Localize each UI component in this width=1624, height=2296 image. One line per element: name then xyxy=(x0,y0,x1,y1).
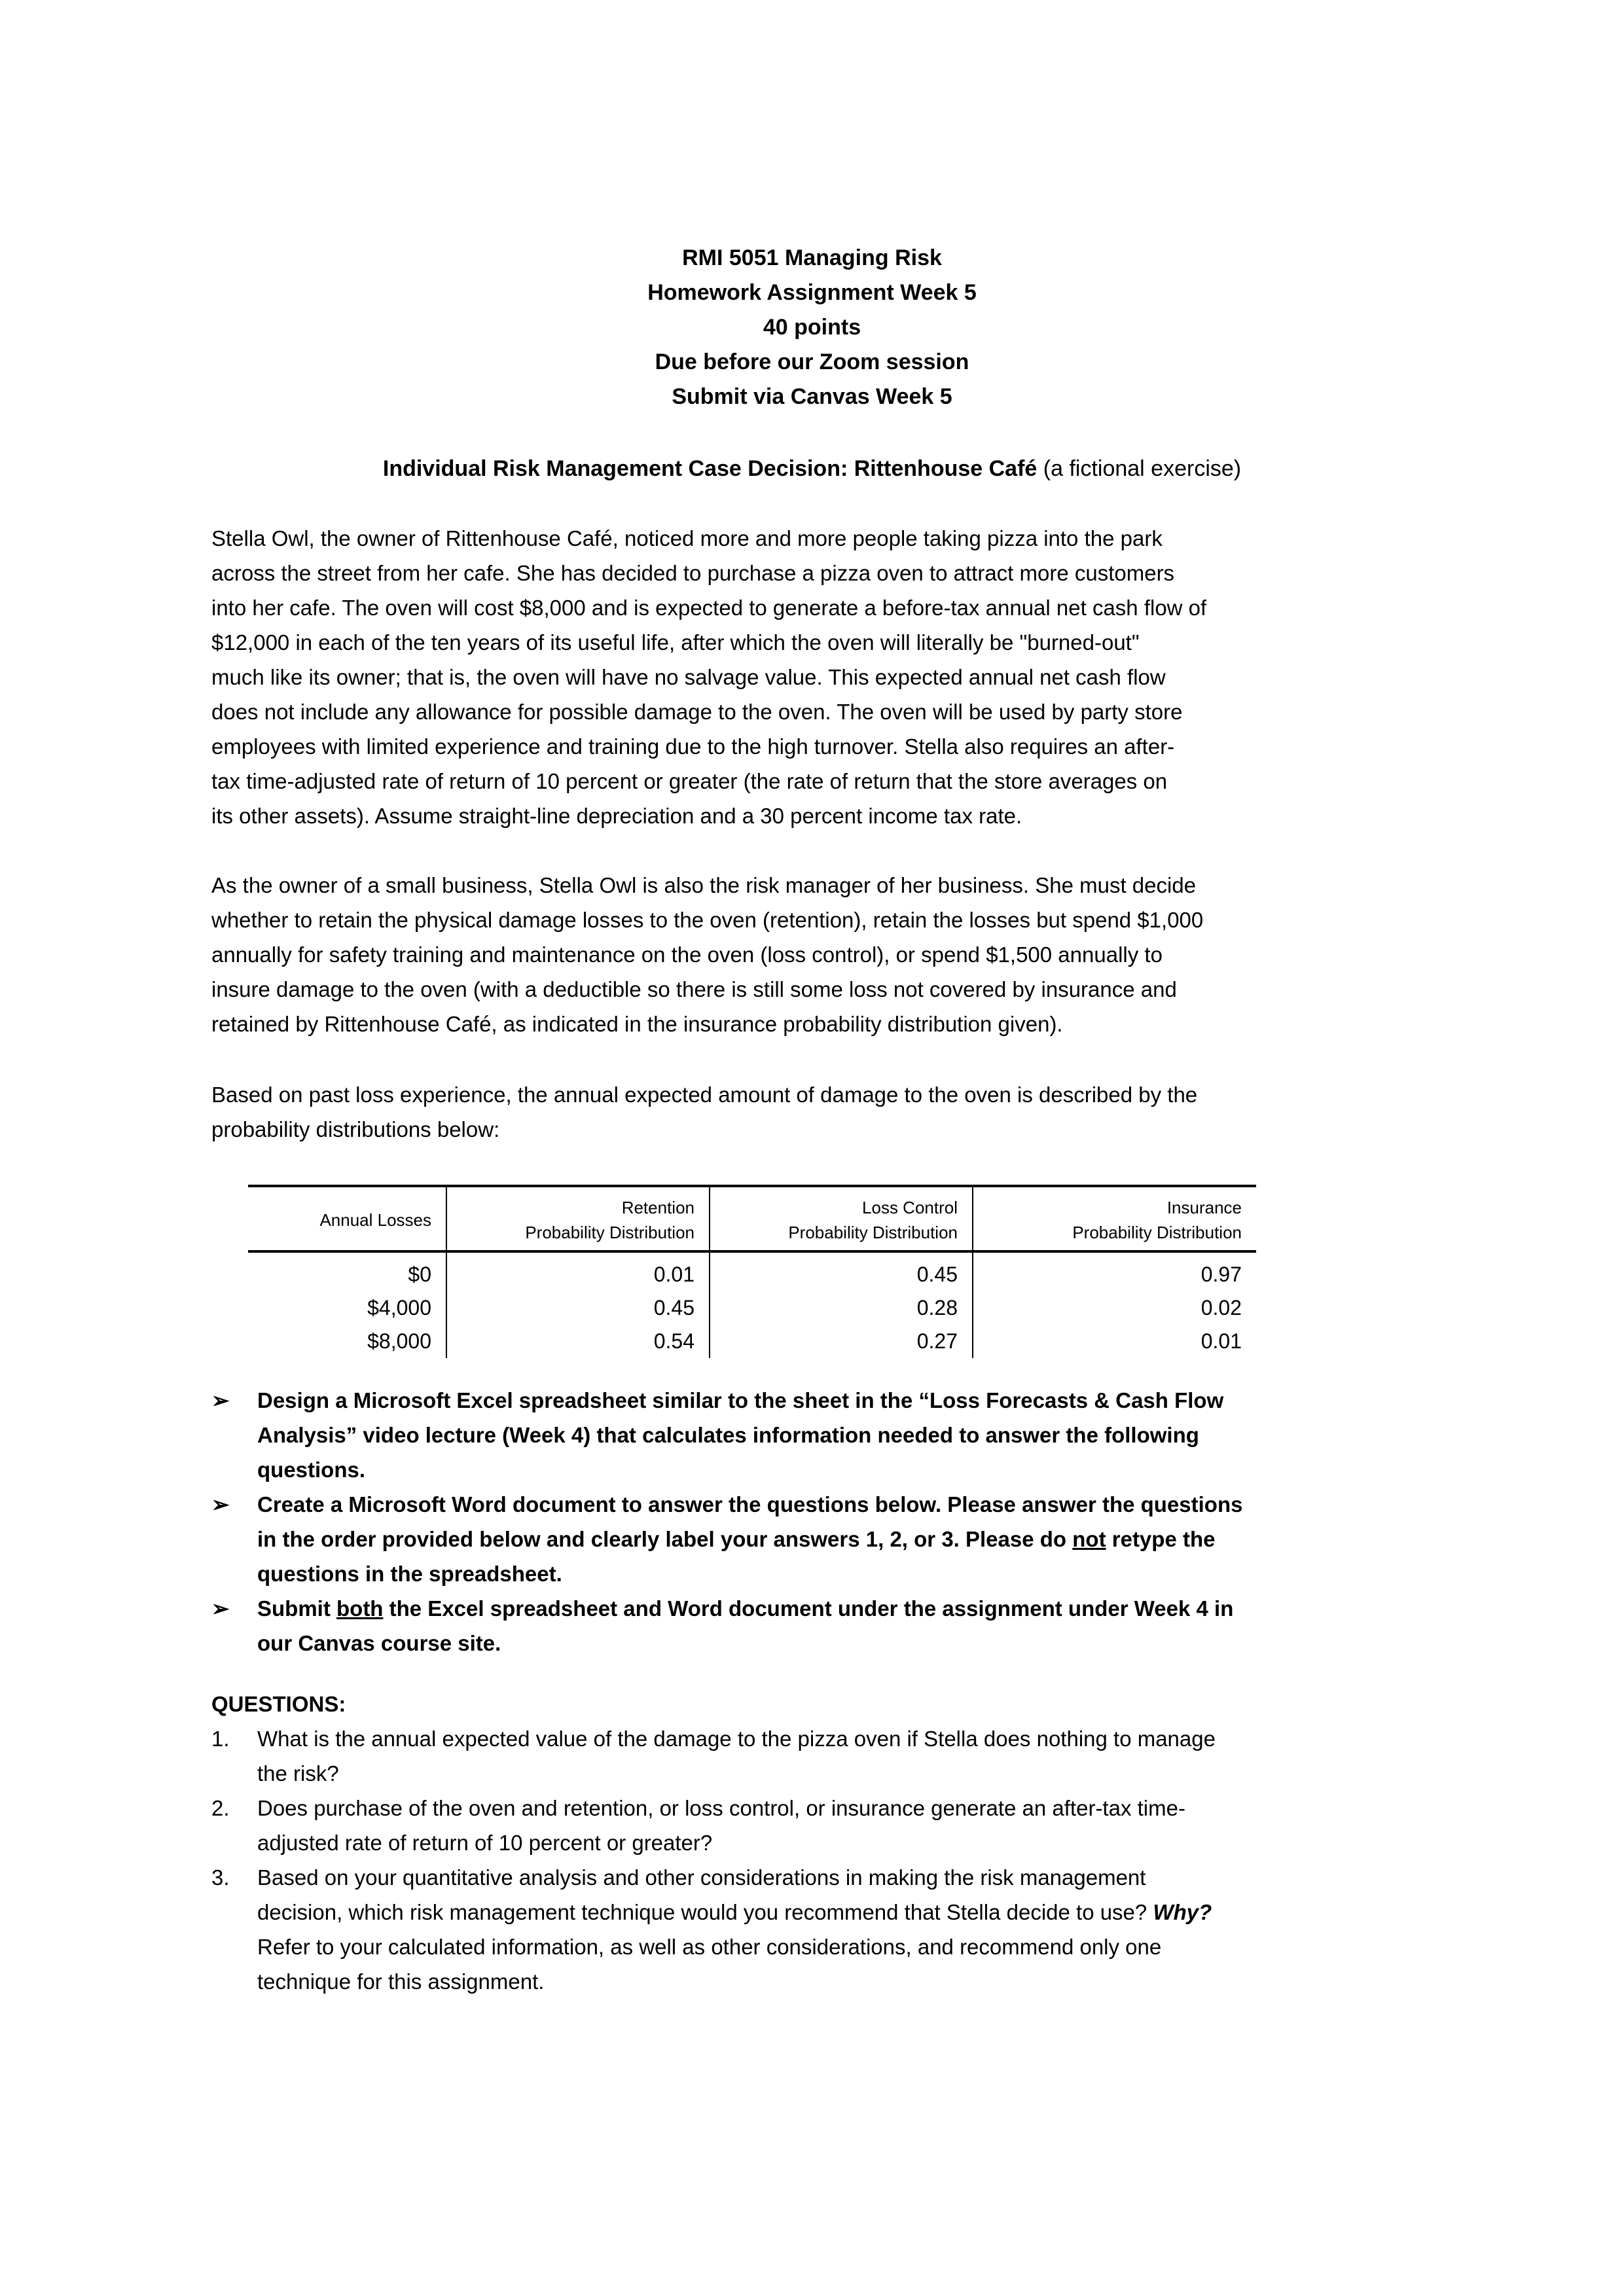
text-line xyxy=(257,1895,1455,1929)
submit-note: Submit via Canvas Week 5 xyxy=(672,384,952,409)
probability-cell: 0.27 xyxy=(710,1325,973,1358)
bullet-item xyxy=(211,1591,1455,1660)
case-subtitle xyxy=(0,452,1624,486)
probability-cell: 0.54 xyxy=(446,1325,710,1358)
loss-amount-cell: $0 xyxy=(408,1263,431,1286)
text-line xyxy=(257,1556,1455,1591)
document-header xyxy=(0,241,1624,414)
text-segment: our Canvas course site. xyxy=(257,1631,501,1655)
question-item xyxy=(211,1860,1455,1999)
text-line xyxy=(257,1452,1455,1487)
text-segment: both xyxy=(336,1596,384,1621)
header-text: Probability Distribution xyxy=(788,1223,958,1242)
paragraph-case-intro xyxy=(211,521,1455,833)
case-title: Individual Risk Management Case Decision: Rittenhouse Café xyxy=(382,456,1038,481)
text-line xyxy=(257,1626,1455,1660)
loss-amount-cell: $8,000 xyxy=(367,1329,431,1353)
question-number: 3. xyxy=(211,1865,230,1890)
text-line: Based on past loss experience, the annual expected amount of damage to the oven is described by the xyxy=(211,1083,1198,1107)
text-line: across the street from her cafe. She has decided to purchase a pizza oven to attract more customers xyxy=(211,561,1175,585)
arrow-bullet-icon: ➢ xyxy=(211,1596,230,1621)
assignment-title: Homework Assignment Week 5 xyxy=(647,280,977,305)
question-item xyxy=(211,1791,1455,1860)
text-segment: the risk? xyxy=(257,1761,339,1785)
text-segment: the Excel spreadsheet and Word document under the assignment under Week 4 in xyxy=(383,1596,1234,1621)
probability-cell: 0.45 xyxy=(710,1251,973,1291)
text-line xyxy=(257,1929,1455,1964)
course-title: RMI 5051 Managing Risk xyxy=(682,245,942,270)
text-line xyxy=(257,1721,1455,1756)
text-line: Stella Owl, the owner of Rittenhouse Café, noticed more and more people taking pizza into the park xyxy=(211,526,1163,550)
text-line xyxy=(257,1522,1455,1556)
text-line: probability distributions below: xyxy=(211,1117,500,1141)
text-segment: decision, which risk management technique would you recommend that Stella decide to use? xyxy=(257,1900,1153,1924)
question-number: 1. xyxy=(211,1727,230,1751)
text-line xyxy=(257,1860,1455,1895)
text-segment: Analysis” video lecture (Week 4) that calculates information needed to answer the following xyxy=(257,1423,1199,1447)
bullet-item xyxy=(211,1383,1455,1487)
table-row xyxy=(248,1251,1256,1291)
paragraph-risk-options xyxy=(211,868,1455,1041)
probability-cell: 0.28 xyxy=(710,1291,973,1325)
case-note: (a fictional exercise) xyxy=(1037,456,1242,481)
text-line: As the owner of a small business, Stella Owl is also the risk manager of her business. She must decide xyxy=(211,873,1197,897)
text-line xyxy=(257,1487,1455,1522)
text-segment: not xyxy=(1072,1527,1106,1551)
probability-cell: 0.01 xyxy=(446,1251,710,1291)
text-line xyxy=(257,1383,1455,1418)
due-note: Due before our Zoom session xyxy=(655,350,969,374)
text-segment: adjusted rate of return of 10 percent or greater? xyxy=(257,1831,713,1855)
text-line: tax time-adjusted rate of return of 10 percent or greater (the rate of return that the store averages on xyxy=(211,769,1168,793)
text-line xyxy=(257,1756,1455,1791)
text-line xyxy=(257,1825,1455,1860)
column-header xyxy=(248,1186,446,1251)
arrow-bullet-icon: ➢ xyxy=(211,1492,230,1516)
column-header xyxy=(973,1186,1256,1251)
text-segment: Submit xyxy=(257,1596,336,1621)
probability-table xyxy=(248,1185,1256,1358)
header-text: Probability Distribution xyxy=(1072,1223,1242,1242)
text-line: does not include any allowance for possible damage to the oven. The oven will be used by party store xyxy=(211,700,1183,724)
text-segment: questions in the spreadsheet. xyxy=(257,1562,562,1586)
text-segment: Based on your quantitative analysis and other considerations in making the risk management xyxy=(257,1865,1146,1890)
questions-list xyxy=(211,1721,1455,1999)
text-segment: Design a Microsoft Excel spreadsheet similar to the sheet in the “Loss Forecasts & Cash Flow xyxy=(257,1388,1224,1412)
text-line: much like its owner; that is, the oven will have no salvage value. This expected annual net cash flow xyxy=(211,665,1166,689)
header-text: Probability Distribution xyxy=(525,1223,695,1242)
points: 40 points xyxy=(763,315,861,340)
table-row xyxy=(248,1291,1256,1325)
table-row xyxy=(248,1325,1256,1358)
bullet-item xyxy=(211,1487,1455,1591)
text-line: retained by Rittenhouse Café, as indicated in the insurance probability distribution given). xyxy=(211,1012,1063,1036)
text-line: its other assets). Assume straight-line depreciation and a 30 percent income tax rate. xyxy=(211,804,1022,828)
text-segment: in the order provided below and clearly label your answers 1, 2, or 3. Please do xyxy=(257,1527,1073,1551)
column-header xyxy=(710,1186,973,1251)
probability-cell: 0.97 xyxy=(973,1251,1256,1291)
text-segment: Refer to your calculated information, as well as other considerations, and recommend only one xyxy=(257,1935,1162,1959)
text-segment: Does purchase of the oven and retention, or loss control, or insurance generate an after-tax time- xyxy=(257,1796,1185,1820)
loss-amount-cell: $4,000 xyxy=(367,1296,431,1319)
text-line xyxy=(257,1591,1455,1626)
questions-heading: QUESTIONS: xyxy=(211,1692,346,1716)
text-segment: retype the xyxy=(1106,1527,1216,1551)
text-line: employees with limited experience and training due to the high turnover. Stella also requires an after- xyxy=(211,734,1175,759)
question-number: 2. xyxy=(211,1796,230,1820)
text-line xyxy=(257,1418,1455,1452)
text-line xyxy=(257,1964,1455,1999)
question-item xyxy=(211,1721,1455,1791)
text-line: $12,000 in each of the ten years of its useful life, after which the oven will literally be "burned-out" xyxy=(211,630,1140,655)
text-line: whether to retain the physical damage losses to the oven (retention), retain the losses but spend $1,000 xyxy=(211,908,1204,932)
text-segment: What is the annual expected value of the damage to the pizza oven if Stella does nothing to manage xyxy=(257,1727,1216,1751)
text-line: annually for safety training and maintenance on the oven (loss control), or spend $1,500 annually to xyxy=(211,942,1163,967)
text-line xyxy=(257,1791,1455,1825)
text-segment: technique for this assignment. xyxy=(257,1969,545,1994)
text-segment: Create a Microsoft Word document to answer the questions below. Please answer the questions xyxy=(257,1492,1243,1516)
probability-cell: 0.02 xyxy=(973,1291,1256,1325)
text-segment: Why? xyxy=(1153,1900,1212,1924)
text-line: into her cafe. The oven will cost $8,000 and is expected to generate a before-tax annual net cash flow of xyxy=(211,596,1207,620)
header-text: Loss Control xyxy=(862,1198,958,1217)
text-line: insure damage to the oven (with a deductible so there is still some loss not covered by insurance and xyxy=(211,977,1177,1001)
paragraph-loss-experience xyxy=(211,1077,1455,1147)
instruction-list xyxy=(211,1383,1455,1660)
probability-cell: 0.01 xyxy=(973,1325,1256,1358)
column-header xyxy=(446,1186,710,1251)
header-text: Annual Losses xyxy=(319,1210,431,1230)
arrow-bullet-icon: ➢ xyxy=(211,1388,230,1412)
header-text: Insurance xyxy=(1166,1198,1242,1217)
probability-cell: 0.45 xyxy=(446,1291,710,1325)
text-segment: questions. xyxy=(257,1458,366,1482)
header-text: Retention xyxy=(621,1198,695,1217)
